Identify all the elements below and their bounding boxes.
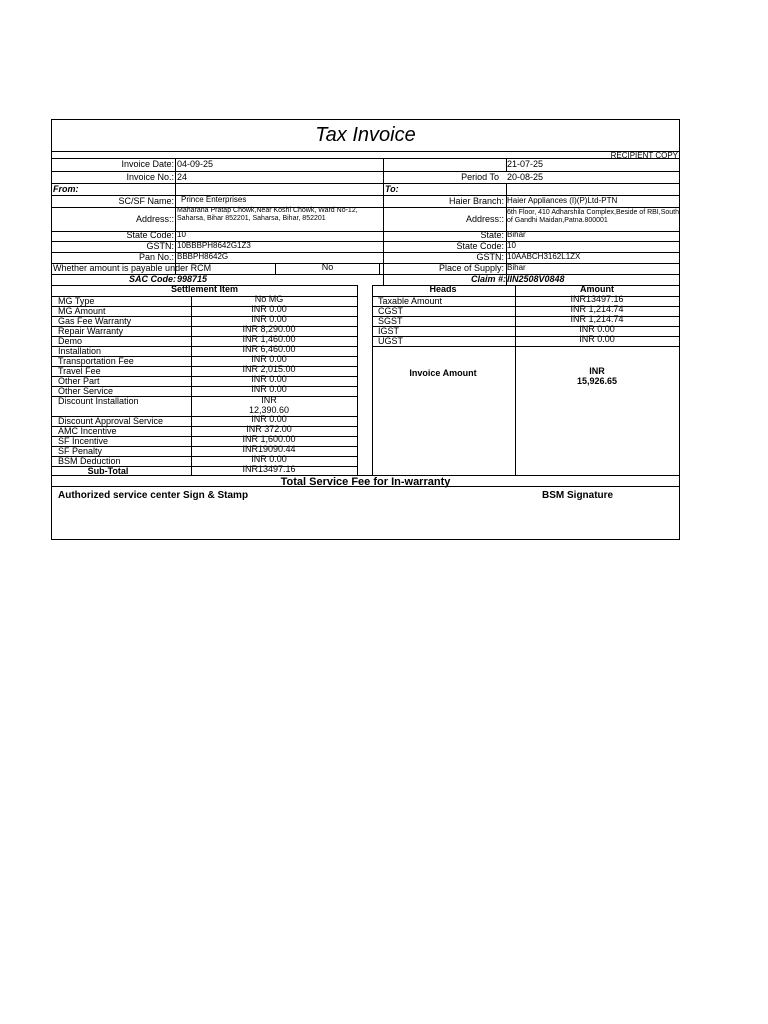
settlement-item-value: INR 0.00 [251,314,287,324]
invoice-amount-currency: INR [589,366,605,376]
grid-hline [52,151,679,152]
tax-invoice-document [51,119,680,540]
claim-label: Claim #: [470,274,506,284]
heads-item-value: INR 1,214.74 [570,304,624,314]
heads-item-label: CGST [378,306,404,316]
settlement-item-label: Travel Fee [58,366,101,376]
heads-item-value: INR 0.00 [579,324,615,334]
settlement-item-value: INR 0.00 [251,384,287,394]
settlement-item-label: Demo [58,336,83,346]
haier-branch-label: Haier Branch: [448,196,504,206]
heads-item-value: INR 1,214.74 [570,314,624,324]
amount-header: Amount [580,284,614,294]
period-to-label: Period To [461,172,499,182]
from-gstn-value: 10BBBPH8642G1Z3 [177,241,251,250]
settlement-item-label: SF Incentive [58,436,109,446]
from-gstn-label: GSTN: [146,241,174,251]
scsf-name-value: Prince Enterprises [181,195,247,204]
heads-item-label: IGST [378,326,400,336]
settlement-header: Settlement Item [170,284,239,294]
settlement-item-value: INR13497.16 [242,464,296,474]
settlement-item-label: MG Type [58,296,95,306]
settlement-item-value: INR 0.00 [251,374,287,384]
settlement-item-value: INR 1,600.00 [242,434,296,444]
settlement-item-value: INR 2,015.00 [242,364,296,374]
settlement-item-value: INR 0.00 [251,354,287,364]
settlement-item-value: INR 6,460.00 [242,344,296,354]
grid-hline [52,183,679,184]
to-gstn-value: 10AABCH3162L1ZX [507,252,581,261]
settlement-item-label: Discount Approval Service [58,416,164,426]
settlement-item-value: INR 8,290.00 [242,324,296,334]
invoice-amount-label: Invoice Amount [409,368,477,378]
settlement-item-label: Other Service [58,386,114,396]
settlement-item-value: INR19090.44 [242,444,296,454]
claim-value: IIN2508V0848 [507,274,565,284]
settlement-item-value: INR 1,460.00 [242,334,296,344]
grid-vline [372,285,373,475]
settlement-item-label: Transportation Fee [58,356,134,366]
place-of-supply-value: Bihar [507,263,526,272]
grid-hline [372,346,679,347]
to-gstn-label: GSTN: [476,252,504,262]
settlement-item-label: AMC Incentive [58,426,117,436]
authorized-sign-label: Authorized service center Sign & Stamp [58,490,249,501]
invoice-no-value: 24 [177,172,188,182]
settlement-item-value: No MG [254,294,284,304]
settlement-item-value: INR 0.00 [251,454,287,464]
invoice-date-value: 04-09-25 [177,159,214,169]
heads-item-label: Taxable Amount [378,296,443,306]
grid-vline [379,263,380,274]
settlement-item-label: Repair Warranty [58,326,124,336]
total-service-fee-label: Total Service Fee for In-warranty [280,476,451,488]
settlement-item-value: INR 12,390.60 [249,395,290,415]
to-address-label: Address:: [465,214,504,224]
settlement-item-value: INR 372.00 [246,424,292,434]
settlement-item-label: BSM Deduction [58,456,121,466]
settlement-item-label: Discount Installation [58,396,139,406]
to-state-label: State: [480,230,504,240]
to-address-value: 6th Floor, 410 Adharshila Complex,Beside of RBI,South of Gandhi Maidan,Patna.800001 [507,209,679,224]
pan-value: BBBPH8642G [177,252,229,261]
to-label: To: [385,184,399,194]
heads-item-label: UGST [378,336,404,346]
invoice-amount-value: 15,926.65 [576,376,618,386]
from-address-label: Address:: [135,214,174,224]
period-to-value: 20-08-25 [507,172,544,182]
recipient-copy-label: RECIPIENT COPY [610,151,678,160]
settlement-item-value: INR 0.00 [251,414,287,424]
settlement-item-label: Installation [58,346,102,356]
settlement-item-label: SF Penalty [58,446,103,456]
rcm-label: Whether amount is payable under RCM [53,263,212,273]
grid-vline [357,285,358,475]
scsf-name-label: SC/SF Name: [118,196,174,206]
settlement-item-label: Sub-Total [87,466,129,476]
bsm-signature-label: BSM Signature [542,490,614,501]
period-from-value: 21-07-25 [507,159,544,169]
sac-code-label: SAC Code: [129,274,176,284]
place-of-supply-label: Place of Supply: [438,263,504,273]
invoice-title: Tax Invoice [315,124,416,146]
rcm-value: No [321,262,334,272]
pan-label: Pan No.: [138,252,174,262]
heads-header: Heads [429,284,457,294]
haier-branch-value: Haier Appliances (I)(P)Ltd-PTN [507,196,618,205]
heads-item-label: SGST [378,316,403,326]
heads-item-value: INR 0.00 [579,334,615,344]
from-state-code-value: 10 [177,230,186,239]
from-address-value: Maharana Pratap Chowk,Near Koshi Chowk, Ward No-12, Saharsa, Bihar 852201, Saharsa, Bihar, 852201 [177,207,358,222]
settlement-item-label: MG Amount [58,306,106,316]
sac-code-value: 998715 [177,274,208,284]
from-state-code-label: State Code: [126,230,174,240]
to-state-value: Bihar [507,230,526,239]
heads-item-value: INR13497.16 [570,294,624,304]
settlement-item-value: INR 0.00 [251,304,287,314]
from-label: From: [53,184,79,194]
invoice-no-label: Invoice No.: [126,172,174,182]
grid-vline [175,158,176,275]
to-state-code-label: State Code: [456,241,504,251]
settlement-item-label: Gas Fee Warranty [58,316,132,326]
invoice-date-label: Invoice Date: [121,159,174,169]
settlement-item-label: Other Part [58,376,100,386]
to-state-code-value: 10 [507,241,516,250]
